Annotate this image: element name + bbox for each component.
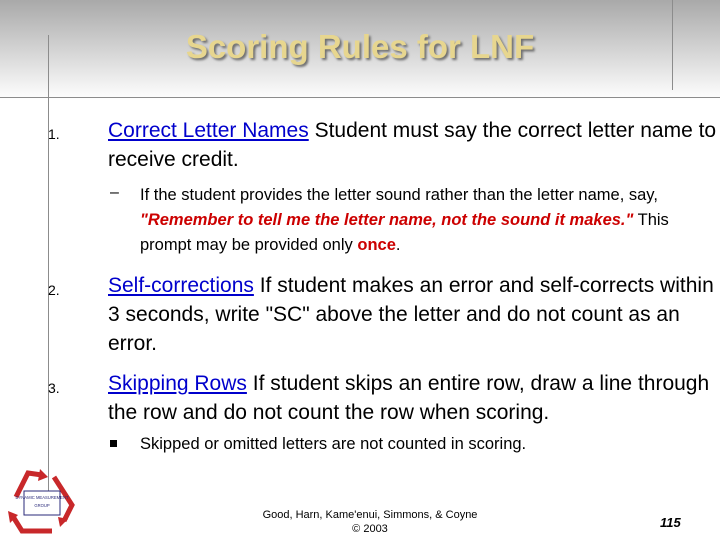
once-emphasis: once	[357, 236, 396, 254]
sub-rule-end: .	[395, 236, 401, 254]
rule-label: Skipping Rows	[108, 372, 247, 395]
dash-marker: –	[110, 184, 119, 201]
rule-text: If student makes an error and self-corrects within 3 seconds, write "SC" above the letter and do not count as an error.	[108, 274, 714, 355]
square-bullet	[110, 440, 117, 447]
slide-title: Scoring Rules for LNF	[185, 28, 535, 65]
sub-rule-text: This prompt may be provided only	[140, 211, 669, 254]
sub-rule-3: Skipped or omitted letters are not counted in scoring.	[140, 435, 527, 453]
logo-text: DYNAMIC MEASUREMENT	[15, 495, 69, 500]
footer-authors: Good, Harn, Kame'enui, Simmons, & Coyne	[262, 509, 478, 521]
rule-label: Self-corrections	[108, 274, 254, 297]
rule-item-3	[108, 369, 718, 427]
recycle-arrows-icon	[2, 465, 80, 540]
frame-line	[48, 35, 49, 505]
item-number: 3.	[48, 380, 60, 396]
logo-text: GROUP	[34, 503, 50, 508]
rule-text: Student must say the correct letter name to receive credit.	[108, 119, 717, 171]
item-number: 2.	[48, 282, 60, 298]
rule-item-2	[108, 271, 718, 358]
footer-citation	[240, 508, 500, 536]
prompt-quote: "Remember to tell me the letter name, not the sound it makes."	[140, 211, 634, 229]
rule-text: If student skips an entire row, draw a line through the row and do not count the row when scoring.	[108, 372, 710, 424]
footer-copyright: © 2003	[352, 523, 388, 535]
sub-rule-text: If the student provides the letter sound rather than the letter name, say,	[140, 186, 658, 204]
rule-item-1	[108, 116, 718, 174]
rule-label: Correct Letter Names	[108, 119, 309, 142]
recycle-arrows-logo	[2, 465, 80, 540]
item-number: 1.	[48, 126, 60, 142]
page-number: 115	[660, 515, 681, 530]
frame-line	[0, 97, 720, 98]
sub-rule-1	[140, 183, 700, 258]
